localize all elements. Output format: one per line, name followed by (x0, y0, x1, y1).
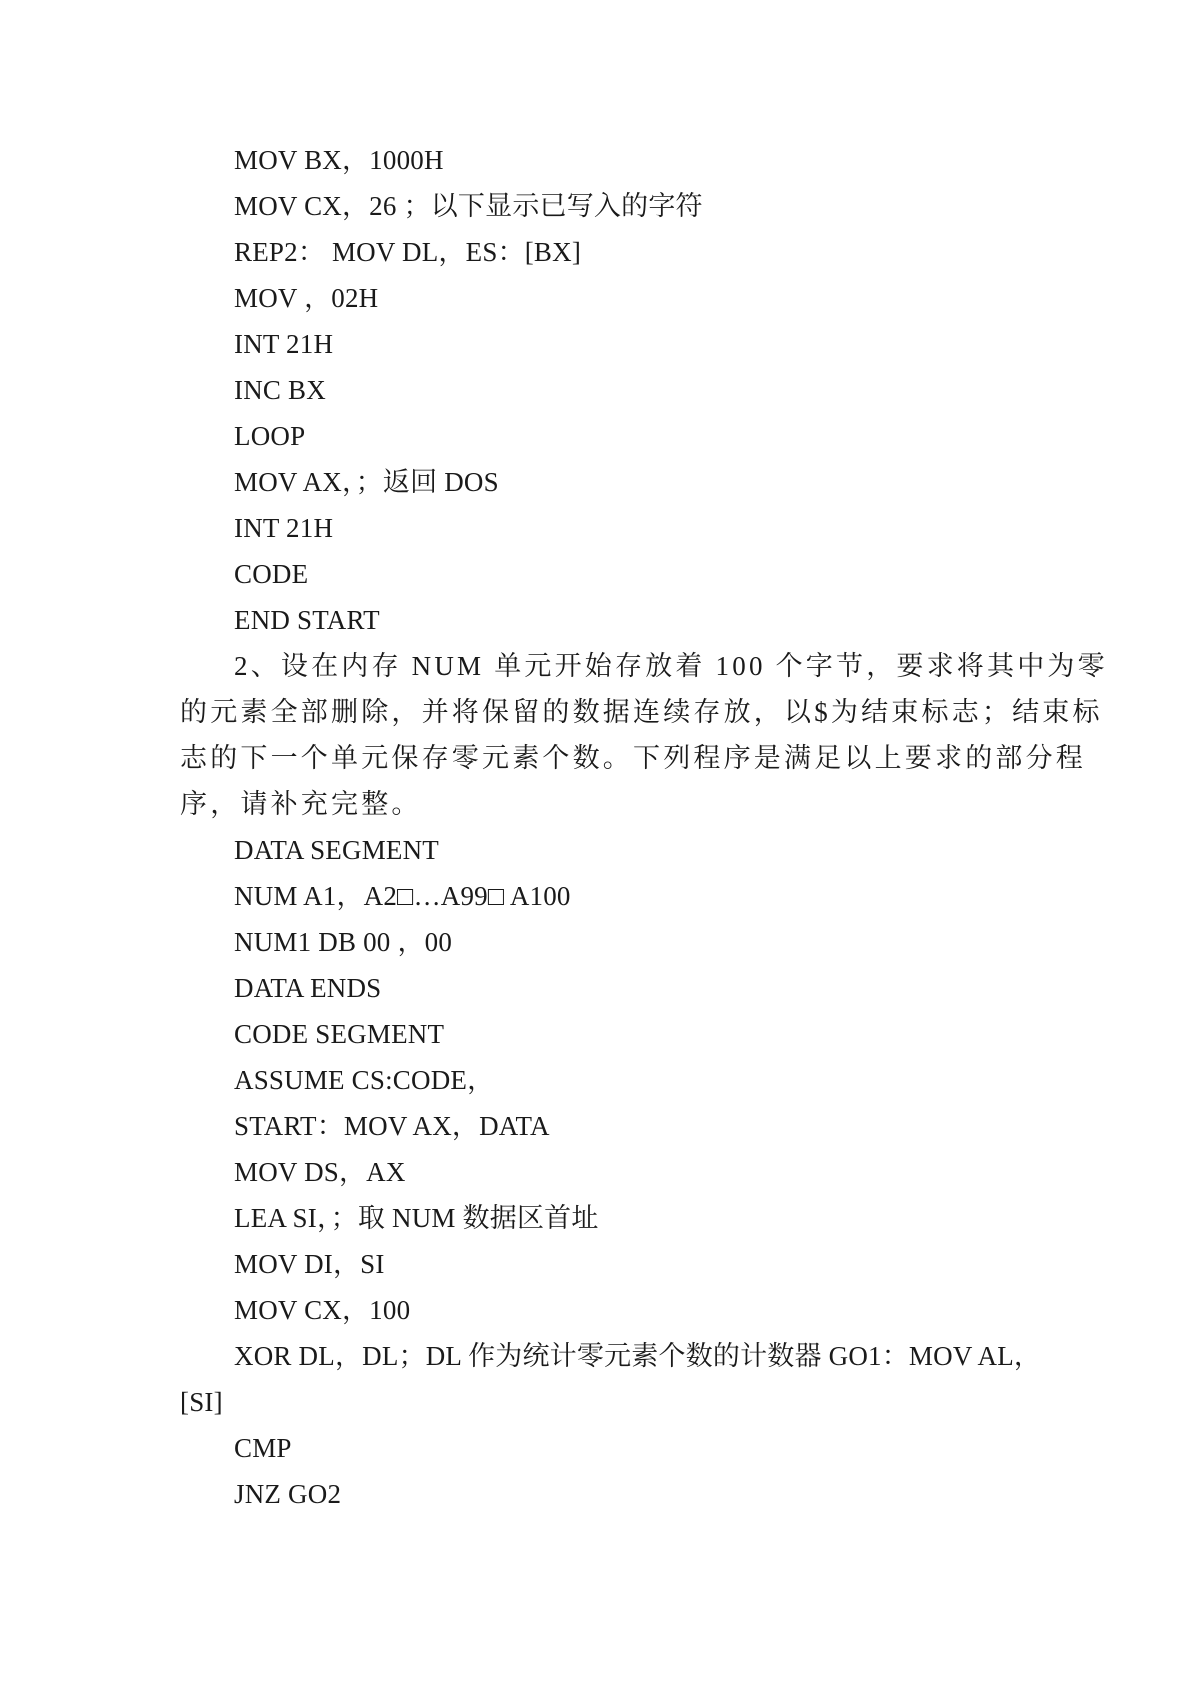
question-line: 志的下一个单元保存零元素个数。下列程序是满足以上要求的部分程 (180, 743, 1086, 773)
code-line: NUM1 DB 00 ，00 (234, 927, 453, 957)
code-line: JNZ GO2 (234, 1479, 342, 1509)
code-line: CMP (234, 1433, 292, 1463)
code-line: MOV ，02H (234, 283, 379, 313)
code-line: ASSUME CS:CODE， (234, 1065, 495, 1095)
code-line: MOV CX，26 ；以下显示已写入的字符 (234, 191, 703, 221)
code-line: DATA SEGMENT (234, 835, 439, 865)
code-line: MOV BX，1000H (234, 145, 444, 175)
code-line: CODE (234, 559, 309, 589)
code-line: INC BX (234, 375, 326, 405)
question-line: 2、设在内存 NUM 单元开始存放着 100 个字节，要求将其中为零 (234, 651, 1108, 681)
code-line: MOV DI，SI (234, 1249, 385, 1279)
question-line: 的元素全部删除，并将保留的数据连续存放，以$为结束标志；结束标 (180, 697, 1103, 727)
code-line: CODE SEGMENT (234, 1019, 445, 1049)
code-line: MOV AX，；返回 DOS (234, 467, 499, 497)
code-line: INT 21H (234, 329, 334, 359)
code-line: LOOP (234, 421, 306, 451)
code-line: XOR DL，DL；DL 作为统计零元素个数的计数器 GO1：MOV AL， (234, 1341, 1042, 1371)
question-line: 序，请补充完整。 (180, 789, 422, 819)
code-line: LEA SI，；取 NUM 数据区首址 (234, 1203, 599, 1233)
code-line: INT 21H (234, 513, 334, 543)
code-line: DATA ENDS (234, 973, 382, 1003)
code-line: [SI] (180, 1387, 223, 1417)
code-line: NUM A1，A2□…A99□ A100 (234, 881, 571, 911)
code-line: START：MOV AX，DATA (234, 1111, 550, 1141)
code-line: MOV DS，AX (234, 1157, 406, 1187)
code-line: REP2： MOV DL，ES：[BX] (234, 237, 582, 267)
code-line: END START (234, 605, 380, 635)
code-line: MOV CX，100 (234, 1295, 411, 1325)
